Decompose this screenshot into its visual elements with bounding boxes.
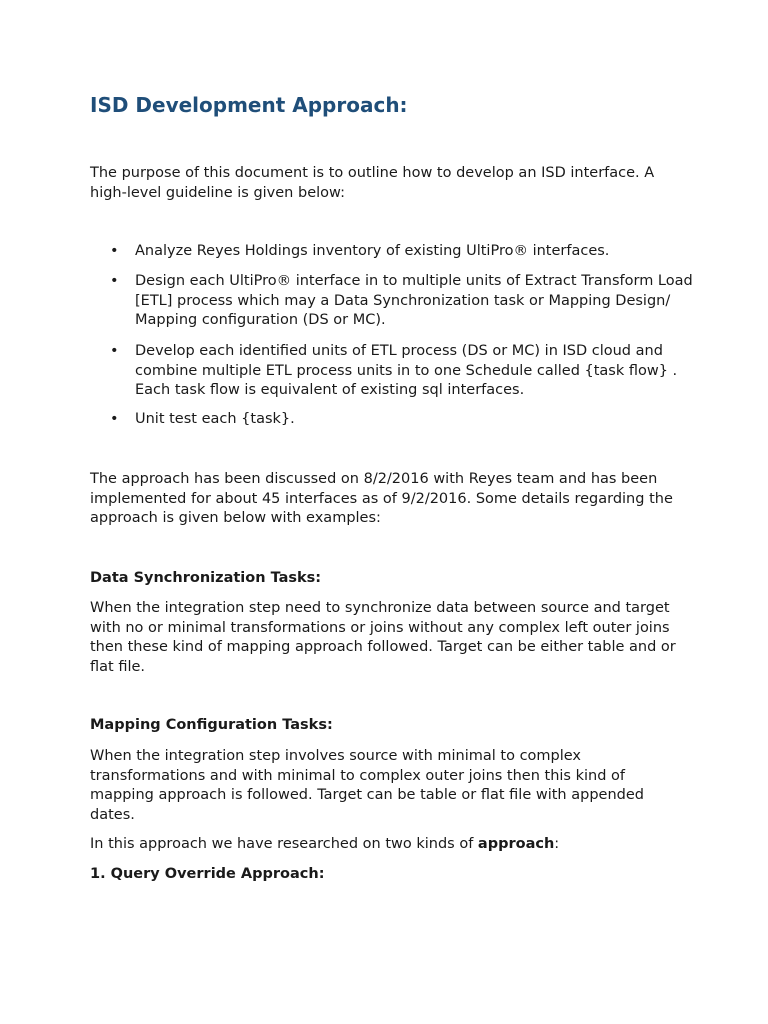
data-sync-body: When the integration step need to synchronize data between source and target with no or minimal transformations or joins without any complex left outer joins then these kind of mapping approach followed. Target can be either table and or flat file. [90,600,676,675]
query-override-heading: 1. Query Override Approach: [90,866,325,882]
document-title: ISD Development Approach: [90,93,408,117]
data-sync-heading: Data Synchronization Tasks: [90,570,322,586]
list-item-text: Analyze Reyes Holdings inventory of existing UltiPro® interfaces. [135,243,610,259]
research-line [90,835,690,855]
bullet-icon: • [110,243,119,259]
bullet-icon: • [110,273,119,289]
bullet-icon: • [110,411,119,427]
list-item-text: Develop each identified units of ETL process (DS or MC) in ISD cloud and combine multiple ETL process units in to one Schedule called {task flow} . Each task flow is equivalent of existing sql interfaces. [135,343,678,398]
list-item-text: Unit test each {task}. [135,411,295,427]
mapping-config-body: When the integration step involves source with minimal to complex transformations and with minimal to complex outer joins then this kind of mapping approach is followed. Target can be table or flat file with appended dates. [90,748,644,823]
research-bold: approach [477,836,555,852]
approach-paragraph: The approach has been discussed on 8/2/2016 with Reyes team and has been implemented for about 45 interfaces as of 9/2/2016. Some details regarding the approach is given below with examples: [90,471,673,526]
intro-paragraph: The purpose of this document is to outline how to develop an ISD interface. A high-level guideline is given below: [90,165,655,201]
mapping-config-heading: Mapping Configuration Tasks: [90,717,333,733]
list-item-text: Design each UltiPro® interface in to multiple units of Extract Transform Load [ETL] process which may a Data Synchronization task or Mapping Design/ Mapping configuration (DS or MC). [135,273,693,328]
bullet-icon: • [110,343,119,359]
research-prefix: In this approach we have researched on two kinds of [90,836,478,852]
research-suffix: : [554,836,560,852]
